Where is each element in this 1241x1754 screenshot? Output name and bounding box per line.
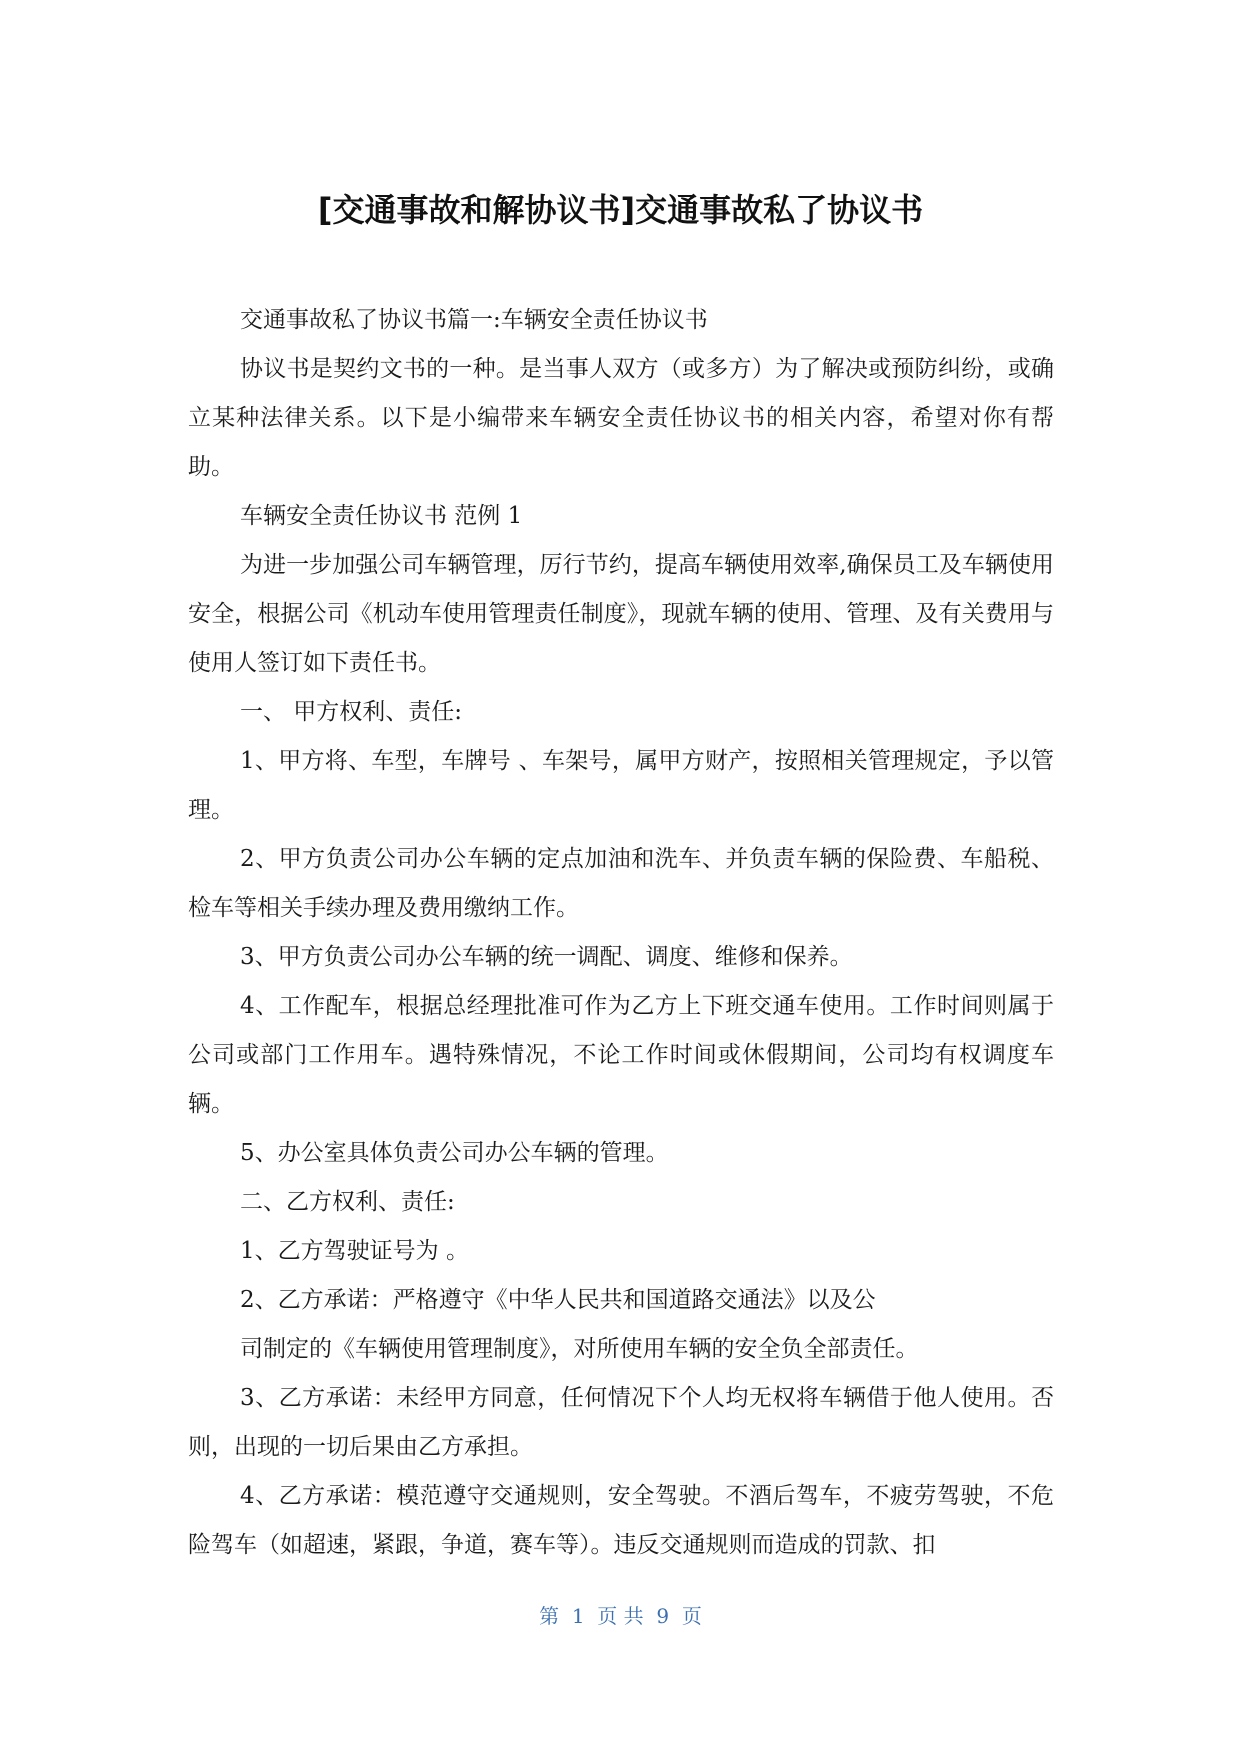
section-heading: 一、 甲方权利、责任: [240, 699, 463, 725]
document-body [188, 296, 1054, 1570]
page-number-footer: 第 1 页 共 9 页 [539, 1604, 702, 1628]
paragraph: 为进一步加强公司车辆管理，厉行节约，提高车辆使用效率,确保员工及车辆使用安全，根据公司《机动车使用管理责任制度》，现就车辆的使用、管理、及有关费用与使用人签订如下责任书。 [188, 552, 1054, 676]
paragraph: 1、乙方驾驶证号为 。 [240, 1238, 469, 1264]
paragraph: 4、乙方承诺：模范遵守交通规则，安全驾驶。不酒后驾车，不疲劳驾驶，不危险驾车（如超速，紧跟，争道，赛车等）。违反交通规则而造成的罚款、扣 [188, 1483, 1054, 1558]
paragraph: 4、工作配车，根据总经理批准可作为乙方上下班交通车使用。工作时间则属于公司或部门工作用车。遇特殊情况，不论工作时间或休假期间，公司均有权调度车辆。 [188, 993, 1054, 1117]
paragraph: 交通事故私了协议书篇一:车辆安全责任协议书 [240, 307, 708, 333]
paragraph: 车辆安全责任协议书 范例 1 [240, 503, 523, 529]
paragraph: 协议书是契约文书的一种。是当事人双方（或多方）为了解决或预防纠纷，或确立某种法律关系。以下是小编带来车辆安全责任协议书的相关内容，希望对你有帮助。 [188, 356, 1054, 480]
paragraph: 2、乙方承诺：严格遵守《中华人民共和国道路交通法》以及公 [240, 1287, 876, 1313]
paragraph: 3、甲方负责公司办公车辆的统一调配、调度、维修和保养。 [240, 944, 853, 970]
paragraph: 3、乙方承诺：未经甲方同意，任何情况下个人均无权将车辆借于他人使用。否则，出现的一切后果由乙方承担。 [188, 1385, 1054, 1460]
document-title: [交通事故和解协议书]交通事故私了协议书 [317, 191, 924, 229]
paragraph: 司制定的《车辆使用管理制度》，对所使用车辆的安全负全部责任。 [240, 1336, 919, 1362]
paragraph: 1、甲方将、车型，车牌号 、车架号，属甲方财产，按照相关管理规定，予以管理。 [188, 748, 1054, 823]
section-heading: 二、乙方权利、责任: [240, 1189, 455, 1215]
paragraph: 5、办公室具体负责公司办公车辆的管理。 [240, 1140, 669, 1166]
paragraph: 2、甲方负责公司办公车辆的定点加油和洗车、并负责车辆的保险费、车船税、检车等相关手续办理及费用缴纳工作。 [188, 846, 1054, 921]
